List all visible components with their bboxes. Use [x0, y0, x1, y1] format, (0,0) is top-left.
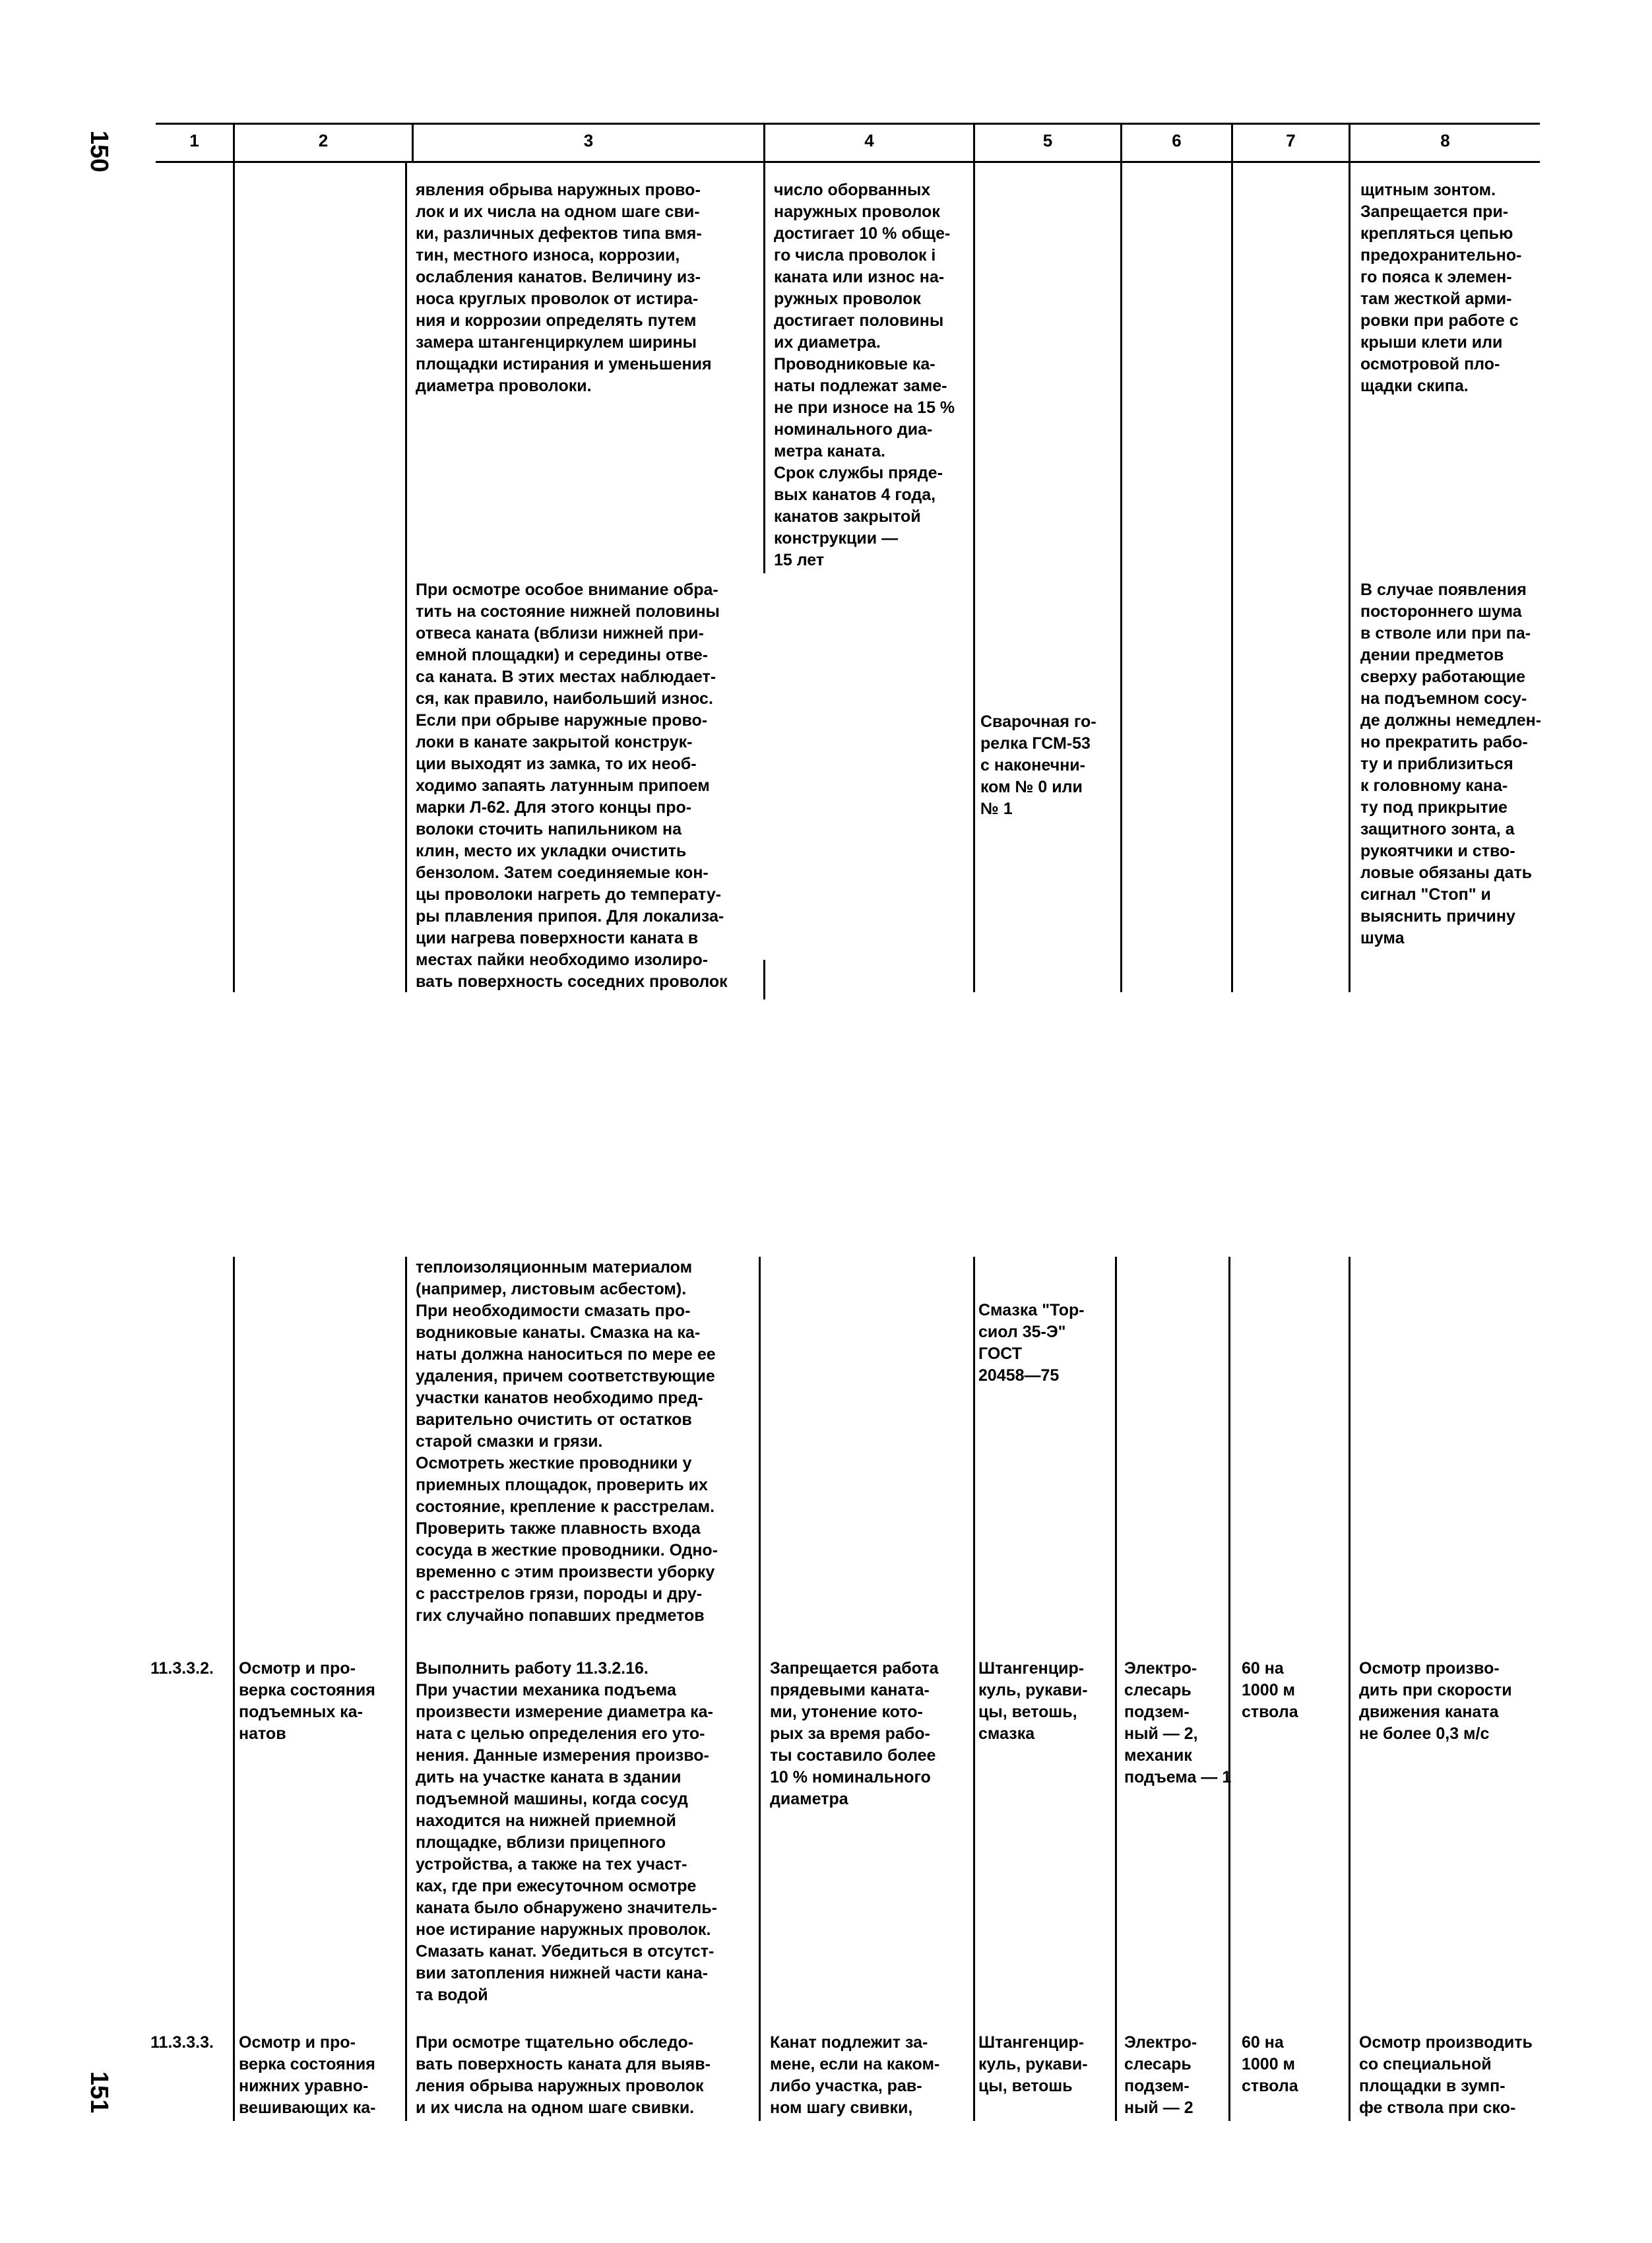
column-line — [233, 161, 235, 992]
column-line — [233, 1257, 235, 2121]
row-col5-text: Штангенцир- куль, рукави- цы, ветошь, смазка — [978, 1659, 1088, 1743]
row-title: Осмотр и про- верка состояния подъемных ка- натов — [239, 1659, 375, 1743]
row-col6-text: Электро- слесарь подзем- ный — 2 — [1124, 2033, 1197, 2117]
header-col-8: 8 — [1440, 131, 1450, 150]
column-line — [1120, 161, 1122, 992]
column-line — [973, 1257, 975, 2121]
column-line — [405, 161, 407, 992]
row-col4-text: Канат подлежит за- мене, если на каком- либо участка, рав- ном шагу свивки, — [770, 2033, 940, 2117]
header-col-6: 6 — [1172, 131, 1182, 150]
row-number: 11.3.3.3. — [150, 2033, 214, 2052]
header-bottom-rule — [156, 161, 1540, 163]
cont-col3-text: теплоизоляционным материалом (например, листовым асбестом). При необходимости смазать про- водниковые канаты. Смазка на ка- наты должна наноситься по мере ее удаления, причем соответствующие участки канатов необходимо пред- варительно очистить от остатков старой смазки и грязи. Осмотреть жесткие проводники у приемных площадок, проверить их состояние, крепление к расстрелам. Проверить также плавность входа сосуда в жесткие проводники. Одно- временно с этим произвести уборку с расстрелов грязи, породы и дру- гих случайно попавших предметов — [416, 1258, 718, 1625]
column-line — [763, 161, 765, 573]
row-col7-text: 60 на 1000 м ствола — [1242, 1659, 1298, 1721]
column-line — [1115, 1257, 1117, 2121]
col3-text-b: При осмотре особое внимание обра- тить на состояние нижней половины отвеса каната (вблизи нижней при- емной площадки) и середины отве- са каната. В этих местах наблюдает- ся, как правило, наибольший износ. Если при обрыве наружные прово- локи в канате закрытой конструк- ции выходят из замка, то их необ- ходимо запаять латунным припоем марки Л-62. Для этого концы про- волоки сточить напильником на клин, место их укладки очистить бензолом. Затем соединяемые кон- цы проволоки нагреть до температу- ры плавления припоя. Для локализа- ции нагрева поверхности каната в местах пайки необходимо изолиро- вать поверхность соседних проволок — [416, 581, 728, 991]
row-number: 11.3.3.2. — [150, 1659, 214, 1678]
col4-text-a: число оборванных наружных проволок достигает 10 % обще- го числа проволок і каната или износ на- ружных проволок достигает половины их диаметра. Проводниковые ка- наты подлежат заме- не при износе на 15 % номинального диа- метра каната. Срок службы пряде- вых канатов 4 года, канатов закрытой конструкции — 15 лет — [774, 181, 955, 569]
row-col5-text: Штангенцир- куль, рукави- цы, ветошь — [978, 2033, 1088, 2095]
header-col-5: 5 — [1042, 131, 1053, 150]
col5-text-b: Сварочная го- релка ГСМ-53 с наконечни- ком № 0 или № 1 — [980, 712, 1096, 818]
header-top-rule — [156, 123, 1540, 125]
row-col3-text: Выполнить работу 11.3.2.16. При участии механика подъема произвести измерение диаметра ка- ната с целью определения его уто- нения. Данные измерения произво- дить на участке каната в здании подъемной машины, когда сосуд находится на нижней приемной площадке, вблизи прицепного устройства, а также на тех участ- ках, где при ежесуточном осмотре каната было обнаружено значитель- ное истирание наружных проволок. Смазать канат. Убедиться в отсутст- вии затопления нижней части кана- та водой — [416, 1659, 717, 2004]
page-number-right: 151 — [85, 2071, 113, 2114]
row-col3-text: При осмотре тщательно обследо- вать поверхность каната для выяв- ления обрыва наружных проволок и их числа на одном шаге свивки. — [416, 2033, 711, 2117]
header-col-1: 1 — [189, 131, 199, 150]
page-number-left: 150 — [85, 130, 113, 173]
row-col4-text: Запрещается работа прядевыми каната- ми, утонение кото- рых за время рабо- ты составило более 10 % номинального диаметра — [770, 1659, 939, 1808]
col8-text-b: В случае появления постороннего шума в стволе или при па- дении предметов сверху работающие на подъемном сосу- де должны немедлен- но прекратить рабо- ту и приблизиться к головному кана- ту под прикрытие защитного зонта, а рукоятчики и ство- ловые обязаны дать сигнал "Стоп" и выяснить причину шума — [1360, 581, 1542, 947]
row-col8-text: Осмотр произво- дить при скорости движения каната не более 0,3 м/с — [1359, 1659, 1512, 1743]
column-line — [405, 1257, 407, 2121]
col8-text-a: щитным зонтом. Запрещается при- крепляться цепью предохранительно- го пояса к элемен- там жесткой арми- ровки при работе с крыши клети или осмотровой пло- щадки скипа. — [1360, 181, 1522, 395]
col3-text-a: явления обрыва наружных прово- лок и их числа на одном шаге сви- ки, различных дефектов типа вмя- тин, местного износа, коррозии, ослабления канатов. Величину из- носа круглых проволок от истира- ния и коррозии определять путем замера штангенциркулем ширины площадки истирания и уменьшения диаметра проволоки. — [416, 181, 712, 395]
cont-col5-text: Смазка "Тор- сиол 35-Э" ГОСТ 20458—75 — [978, 1301, 1085, 1385]
column-line — [1349, 161, 1350, 992]
column-line — [1349, 1257, 1350, 2121]
header-col-7: 7 — [1286, 131, 1296, 150]
header-col-2: 2 — [318, 131, 329, 150]
row-col7-text: 60 на 1000 м ствола — [1242, 2033, 1298, 2095]
row-col8-text: Осмотр производить со специальной площадки в зумп- фе ствола при ско- — [1359, 2033, 1533, 2117]
row-title: Осмотр и про- верка состояния нижних уравно- вешивающих ка- — [239, 2033, 376, 2117]
header-col-3: 3 — [583, 131, 594, 150]
header-col-4: 4 — [864, 131, 874, 150]
column-line — [1231, 161, 1233, 992]
row-col6-text: Электро- слесарь подзем- ный — 2, механик подъема — 1 — [1124, 1659, 1232, 1786]
